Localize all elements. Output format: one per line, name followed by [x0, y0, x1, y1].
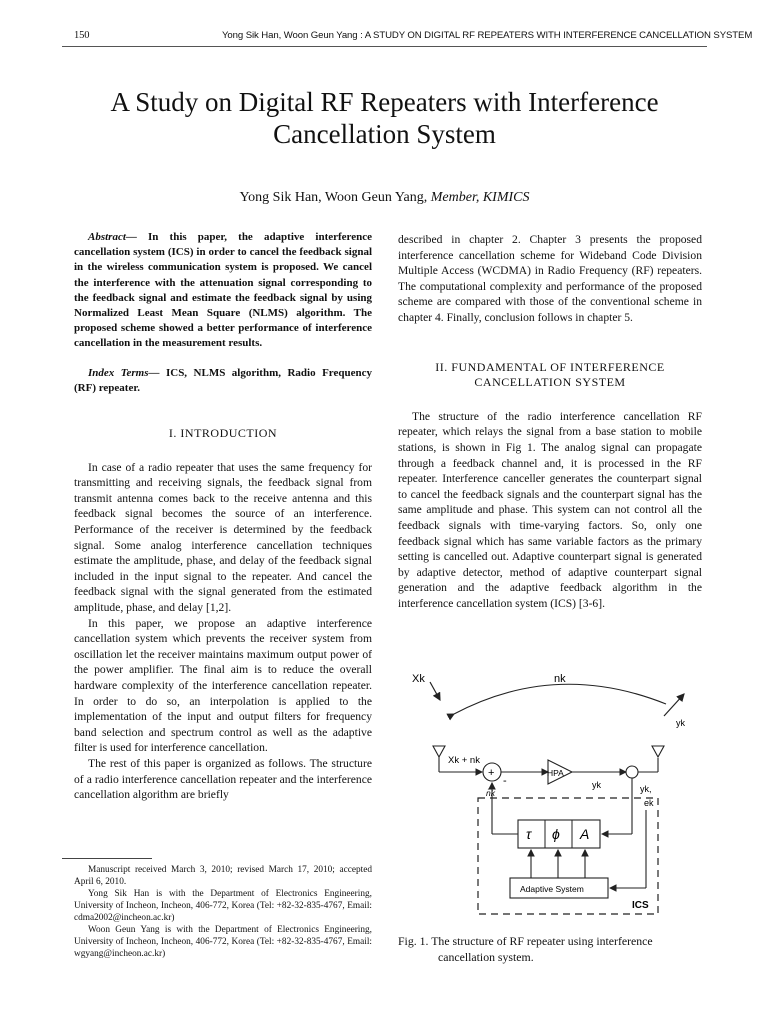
label-yk-mid: yk: [592, 780, 601, 790]
title-line-2: Cancellation System: [273, 119, 496, 149]
footnote-author-2: Woon Geun Yang is with the Department of Electronics Engineering, University of Incheon, Incheon, 406-772, Korea (Tel: +82-32-835-4767, Email: wgyang@incheon.ac.kr): [74, 925, 372, 959]
label-minus: -: [503, 775, 507, 787]
section-2-heading: [398, 360, 702, 391]
footnote-author-1: Yong Sik Han is with the Department of Electronics Engineering, University of Incheon, Incheon, 406-772, Korea (Tel: +82-32-835-4767, Email: cdma2002@incheon.ac.kr): [74, 889, 372, 923]
right-column: [398, 232, 702, 611]
section-2-heading-line-2: CANCELLATION SYSTEM: [474, 375, 626, 390]
intro-continued: described in chapter 2. Chapter 3 presents the proposed interference cancellation scheme for Wideband Code Division Multiple Access (WCDMA) in Radio Frequency (RF) repeaters. The computational complexity and performance of the proposed scheme are compared with those of the conventional scheme in chapter 4. Finally, conclusion follows in chapter 5.: [398, 233, 702, 324]
input-arrow: [430, 682, 440, 700]
author-membership: Member, KIMICS: [430, 190, 530, 205]
label-a: A: [580, 826, 590, 842]
label-ek: ek: [644, 798, 654, 808]
intro-paragraph-1: In case of a radio repeater that uses the same frequency for transmitting and receiving signals, the feedback signal from transmit antenna comes back to the receive antenna and this feedback signal becomes the source of an interference. Performance of the receiver is determined by the feedback signal. Some analog interference cancellation techniques estimate the amplitude, phase, and delay of the feedback signal included in the input signal to the repeater. And cancel the feedback signal with the signal generated from the estimated amplitude, phase, and delay [1,2].: [74, 460, 372, 614]
label-hpa: HPA: [547, 768, 564, 778]
abstract: [74, 230, 372, 352]
caption-line-2: cancellation system.: [438, 949, 534, 964]
index-terms-text: ICS, NLMS algorithm, Radio Frequency (RF) repeater.: [74, 366, 372, 394]
title-line-1: A Study on Digital RF Repeaters with Interference: [110, 87, 659, 117]
section-2-heading-line-1: II. FUNDAMENTAL OF INTERFERENCE: [435, 359, 665, 374]
author-line: [62, 190, 707, 206]
caption-line-1: Fig. 1. The structure of RF repeater using interference: [398, 934, 653, 948]
abstract-text: In this paper, the adaptive interference cancellation system (ICS) in order to cancel the feedback signal in the wireless communication system is proposed. We cancel the interference with the attenuation signal corresponding to the feedback signal and estimate the feedback signal by using Normalized Least Mean Square (NLMS) algorithm. The proposed scheme showed a better performance of interference cancellation in the measurement results.: [74, 231, 372, 350]
output-arrow: [664, 694, 684, 716]
header-rule: [62, 46, 707, 47]
label-ics: ICS: [632, 900, 649, 911]
figure-1-diagram: [396, 660, 702, 922]
label-tau: τ: [526, 826, 532, 842]
index-terms: [74, 366, 372, 396]
figure-1-caption: [398, 934, 704, 965]
intro-paragraph-3: The rest of this paper is organized as follows. The structure of a radio interference cancellation repeater and the interference cancellation algorithm are briefly: [74, 756, 372, 802]
coupler-node: [626, 766, 638, 778]
label-xk: Xk: [412, 673, 425, 685]
footnote-received: Manuscript received March 3, 2010; revised March 17, 2010; accepted April 6, 2010.: [74, 865, 372, 887]
label-adaptive-system: Adaptive System: [520, 884, 584, 894]
intro-paragraph-2: In this paper, we propose an adaptive interference cancellation system which prevents the receiver system from oscillation let the receiver maintains maximum output power of the power amplifier. The final aim is to reduce the overall hardware complexity of the interference cancellation repeater. In order to do so, an interpolation is applied to the implementation of the input and output filters for frequency band selection and spectrum control as well as the adaptive filter is used for interference cancellation.: [74, 616, 372, 755]
index-terms-label: Index Terms—: [88, 366, 160, 379]
left-column: [74, 230, 372, 803]
transmit-antenna-icon: [652, 746, 664, 757]
label-nk: nk: [554, 673, 566, 685]
footnote-rule: [62, 858, 152, 859]
receive-antenna-icon: [433, 746, 445, 757]
feedback-arc: [454, 684, 666, 714]
label-plus: +: [488, 767, 495, 779]
label-yk-right: yk,: [640, 784, 652, 794]
label-xk-nk: Xk + nk: [448, 755, 480, 766]
running-title: Yong Sik Han, Woon Geun Yang : A STUDY ON DIGITAL RF REPEATERS WITH INTERFERENCE CANCELLATION SYSTEM: [222, 30, 753, 41]
author-names: Yong Sik Han, Woon Geun Yang,: [239, 190, 431, 205]
label-phi: ϕ: [552, 826, 560, 842]
section-1-heading: I. INTRODUCTION: [168, 426, 278, 441]
abstract-label: Abstract—: [88, 231, 137, 243]
paper-title: [62, 86, 707, 150]
page-number: 150: [74, 30, 90, 41]
footnotes: [74, 864, 372, 960]
label-yk-top: yk: [676, 718, 685, 728]
section-2-paragraph-1: The structure of the radio interference cancellation RF repeater, which relays the signal from a base station to mobile stations, is shown in Fig 1. The analog signal can propagate through a feedback channel and, it is processed in the RF repeater. Interference canceller generates the counterpart signal to cancel the feedback signals and the counterpart signal has the same amplitude and phase. This system can not control all the feedback signals with time-varying factors. So, only one feedback signal which has same variable factors as the primary setting is cancelled out. Adaptive counterpart signal is generated by adaptive detector, method of adaptive counterpart signal generation and the adaptive feedback algorithm in the interference cancellation system (ICS) [3-6].: [398, 409, 702, 610]
label-nhat: n̂k: [486, 788, 495, 798]
